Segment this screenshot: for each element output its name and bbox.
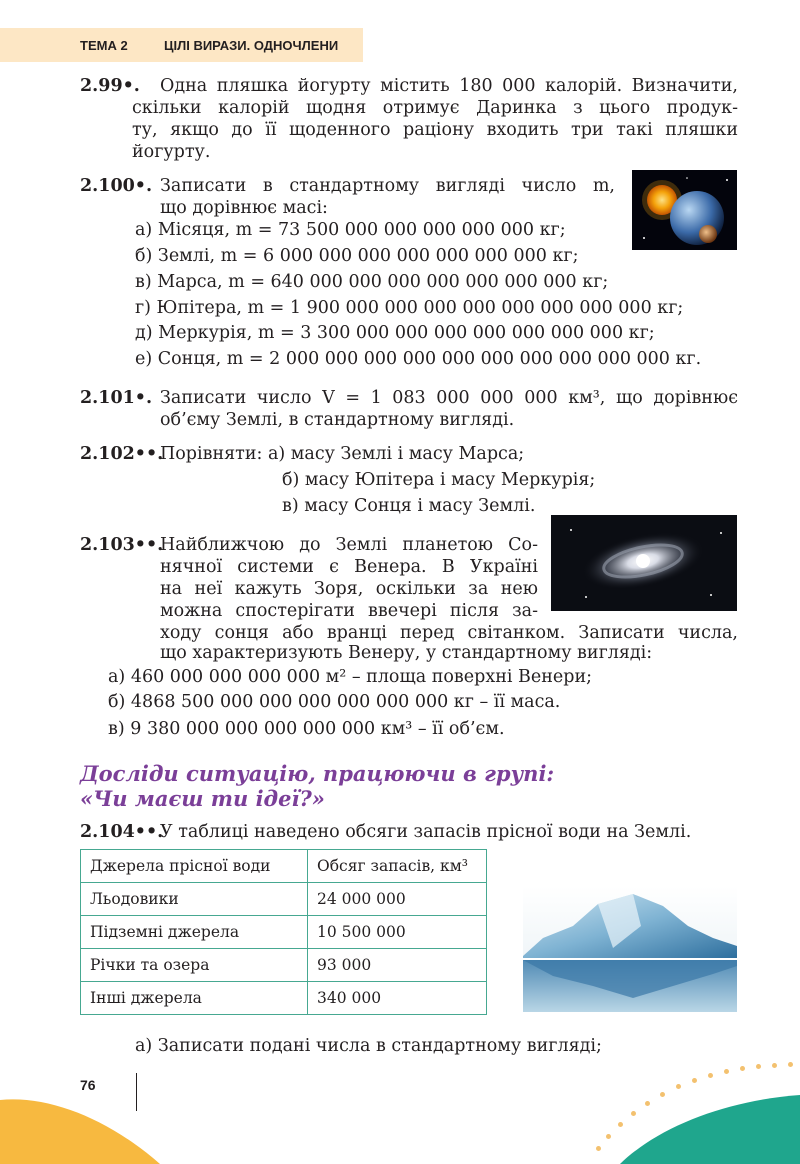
problem-number-2-104: 2.104••. [80,822,164,842]
table-cell: 10 500 000 [308,916,487,949]
problem-number-2-103: 2.103••. [80,535,164,555]
table-row [81,916,487,949]
decor-orange-shape [0,1080,160,1164]
problem-text-line: скільки калорій щодня отримує Даринка з цього продук- [132,98,738,118]
problem-text-line: що характеризують Венеру, у стандартному вигляді: [160,643,653,663]
planets-image [632,170,737,250]
table-row [81,982,487,1015]
topic-title: ЦІЛІ ВИРАЗИ. ОДНОЧЛЕНИ [164,38,339,53]
problem-number-2-102: 2.102••. [80,444,164,464]
list-item: б) 4868 500 000 000 000 000 000 000 кг – її маса. [108,692,561,712]
problem-text-line: в) масу Сонця і масу Землі. [282,496,536,516]
section-subtitle: «Чи маєш ти ідеї?» [80,786,325,811]
fresh-water-table [80,849,487,1015]
table-cell: 340 000 [308,982,487,1015]
problem-text-line: на неї кажуть Зоря, оскільки за нею [160,579,538,599]
problem-number-2-99: 2.99•. [80,76,140,96]
problem-text-line: Одна пляшка йогурту містить 180 000 калорій. Визначити, [160,76,738,96]
section-title: Досліди ситуацію, працюючи в групі: [80,761,555,786]
problem-number-2-100: 2.100•. [80,176,153,196]
table-header: Обсяг запасів, км³ [308,850,487,883]
table-cell: Річки та озера [81,949,308,982]
problem-text-line: Записати в стандартному вигляді число m, [160,176,615,196]
problem-text-line: об’єму Землі, в стандартному вигляді. [160,410,515,430]
problem-text-line: б) масу Юпітера і масу Меркурія; [282,470,596,490]
problem-text-line: У таблиці наведено обсяги запасів прісної води на Землі. [160,822,692,842]
problem-text-line: можна спостерігати ввечері після за- [160,601,538,621]
list-item: в) 9 380 000 000 000 000 000 км³ – її об’єм. [108,719,505,739]
table-header-row [81,850,487,883]
list-item: б) Землі, m = 6 000 000 000 000 000 000 000 кг; [135,246,579,266]
list-item: г) Юпітера, m = 1 900 000 000 000 000 000 000 000 000 кг; [135,298,684,318]
problem-text-line: Найближчою до Землі планетою Со- [160,535,538,555]
table-row [81,883,487,916]
list-item: д) Меркурія, m = 3 300 000 000 000 000 000 000 000 кг; [135,323,655,343]
list-item: в) Марса, m = 640 000 000 000 000 000 000 000 кг; [135,272,609,292]
galaxy-image [551,515,737,611]
list-item: а) 460 000 000 000 000 м² – площа поверхні Венери; [108,667,593,687]
table-row [81,949,487,982]
problem-text-line: йогурту. [132,142,211,162]
table-cell: Підземні джерела [81,916,308,949]
topic-label: ТЕМА 2 [80,38,128,53]
table-header: Джерела прісної води [81,850,308,883]
problem-text-line: Записати число V = 1 083 000 000 000 км³, що дорівнює [160,388,738,408]
list-item: а) Записати подані числа в стандартному вигляді; [135,1036,602,1056]
problem-text-line: що дорівнює масі: [160,198,328,218]
problem-text-line: нячної системи є Венера. В Україні [160,557,538,577]
problem-number-2-101: 2.101•. [80,388,153,408]
list-item: а) Місяця, m = 73 500 000 000 000 000 000 кг; [135,220,566,240]
table-cell: Льодовики [81,883,308,916]
table-cell: 24 000 000 [308,883,487,916]
problem-text-line: ту, якщо до її щоденного раціону входить три такі пляшки [132,120,738,140]
list-item: е) Сонця, m = 2 000 000 000 000 000 000 000 000 000 000 кг. [135,349,702,369]
iceberg-image [523,886,737,1012]
table-cell: 93 000 [308,949,487,982]
page-number: 76 [80,1077,96,1093]
decor-teal-shape [600,1085,800,1164]
problem-text-line: ходу сонця або вранці перед світанком. Записати числа, [160,623,738,643]
problem-text-line: Порівняти: а) масу Землі і масу Марса; [160,444,525,464]
table-cell: Інші джерела [81,982,308,1015]
